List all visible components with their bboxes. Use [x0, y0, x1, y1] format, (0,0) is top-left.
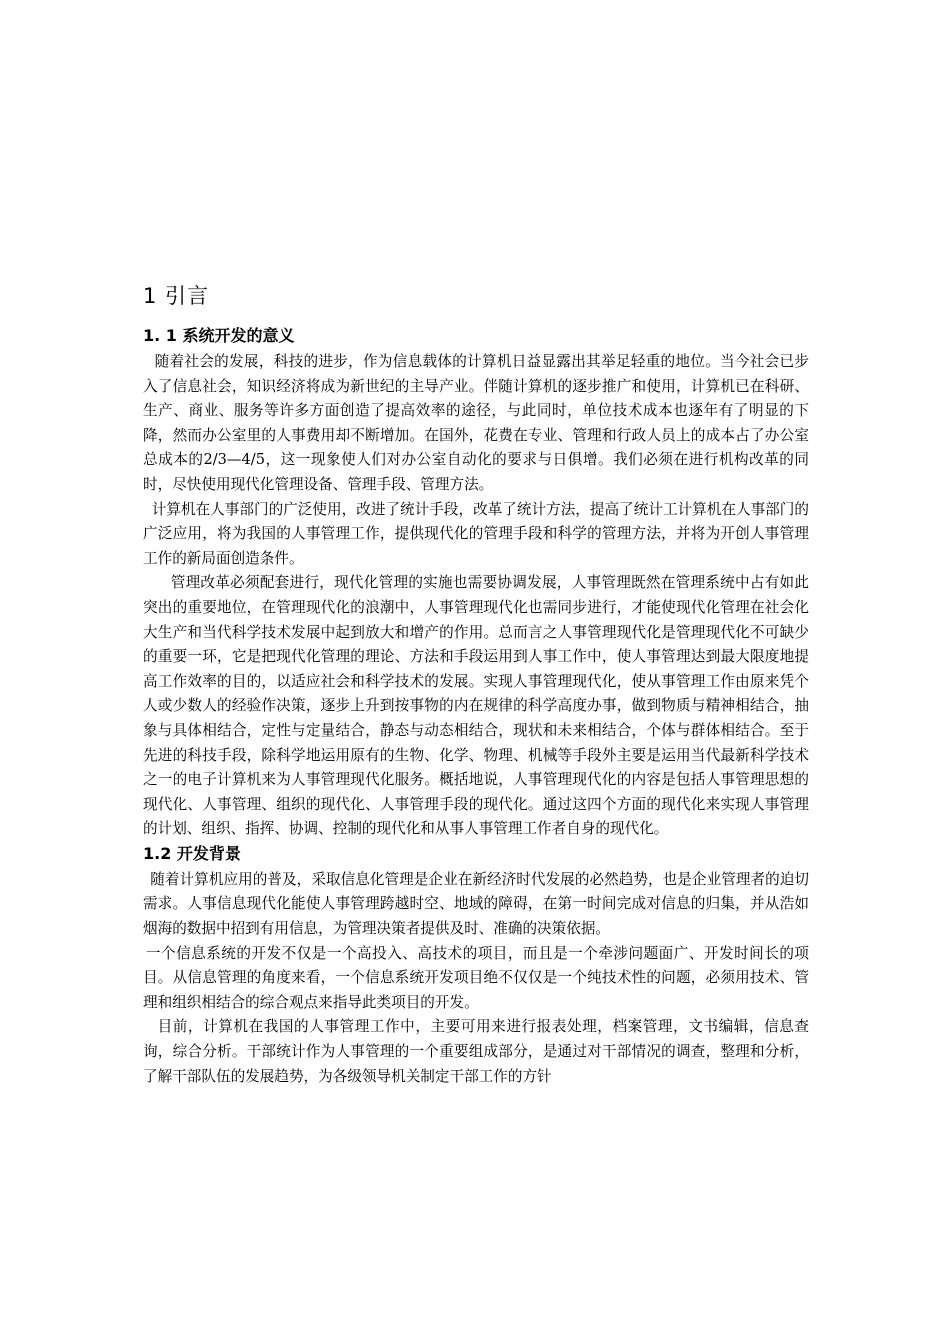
document-page [143, 280, 809, 1089]
paragraph: 计算机在人事部门的广泛使用，改进了统计手段，改革了统计方法，提高了统计工计算机在人事部门的广泛应用，将为我国的人事管理工作，提供现代化的管理手段和科学的管理方法，并将为开创人事管理工作的新局面创造条件。 [143, 500, 809, 567]
section-title-1-2: 1.2 开发背景 [143, 843, 241, 863]
paragraph: 管理改革必须配套进行，现代化管理的实施也需要协调发展，人事管理既然在管理系统中占有如此突出的重要地位，在管理现代化的浪潮中，人事管理现代化也需同步进行，才能使现代化管理在社会化大生产和当代科学技术发展中起到放大和增产的作用。总而言之人事管理现代化是管理现代化不可缺少的重要一环，它是把现代化管理的理论、方法和手段运用到人事工作中，使人事管理达到最大限度地提高工作效率的目的，以适应社会和科学技术的发展。实现人事管理现代化，使从事管理工作由原来凭个人或少数人的经验作决策，逐步上升到按事物的内在规律的科学高度办事，做到物质与精神相结合，抽象与具体相结合，定性与定量结合，静态与动态相结合，现状和未来相结合，个体与群体相结合。至于先进的科技手段，除科学地运用原有的生物、化学、物理、机械等手段外主要是运用当代最新科学技术之一的电子计算机来为人事管理现代化服务。概括地说，人事管理现代化的内容是包括人事管理思想的现代化、人事管理、组织的现代化、人事管理手段的现代化。通过这四个方面的现代化来实现人事管理的计划、组织、指挥、协调、控制的现代化和从事人事管理工作者自身的现代化。 [143, 574, 809, 838]
paragraph: 随着社会的发展，科技的进步，作为信息载体的计算机日益显露出其举足轻重的地位。当今社会已步入了信息社会，知识经济将成为新世纪的主导产业。伴随计算机的逐步推广和使用，计算机已在科研、生产、商业、服务等许多方面创造了提高效率的途径，与此同时，单位技术成本也逐年有了明显的下降，然而办公室里的人事费用却不断增加。在国外，花费在专业、管理和行政人员上的成本占了办公室总成本的2/3—4/5，这一现象使人们对办公室自动化的要求与日俱增。我们必须在进行机构改革的同时，尽快使用现代化管理设备、管理手段、管理方法。 [143, 353, 809, 493]
section-title-1-1: 1. 1 系统开发的意义 [143, 326, 295, 345]
chapter-title: 1 引言 [143, 284, 210, 308]
paragraph: 目前，计算机在我国的人事管理工作中，主要可用来进行报表处理，档案管理，文书编辑，信息查询，综合分析。干部统计作为人事管理的一个重要组成部分，是通过对干部情况的调查，整理和分析，了解干部队伍的发展趋势，为各级领导机关制定干部工作的方针 [143, 1018, 809, 1085]
paragraph: 随着计算机应用的普及，采取信息化管理是企业在新经济时代发展的必然趋势，也是企业管理者的迫切需求。人事信息现代化能使人事管理跨越时空、地域的障碍，在第一时间完成对信息的归集，并从浩如烟海的数据中招到有用信息，为管理决策者提供及时、准确的决策依据。 [143, 870, 809, 938]
paragraph: 一个信息系统的开发不仅是一个高投入、高技术的项目，而且是一个牵涉问题面广、开发时间长的项目。从信息管理的角度来看，一个信息系统开发项目绝不仅仅是一个纯技术性的问题，必须用技术、管理和组织相结合的综合观点来指导此类项目的开发。 [143, 944, 809, 1011]
